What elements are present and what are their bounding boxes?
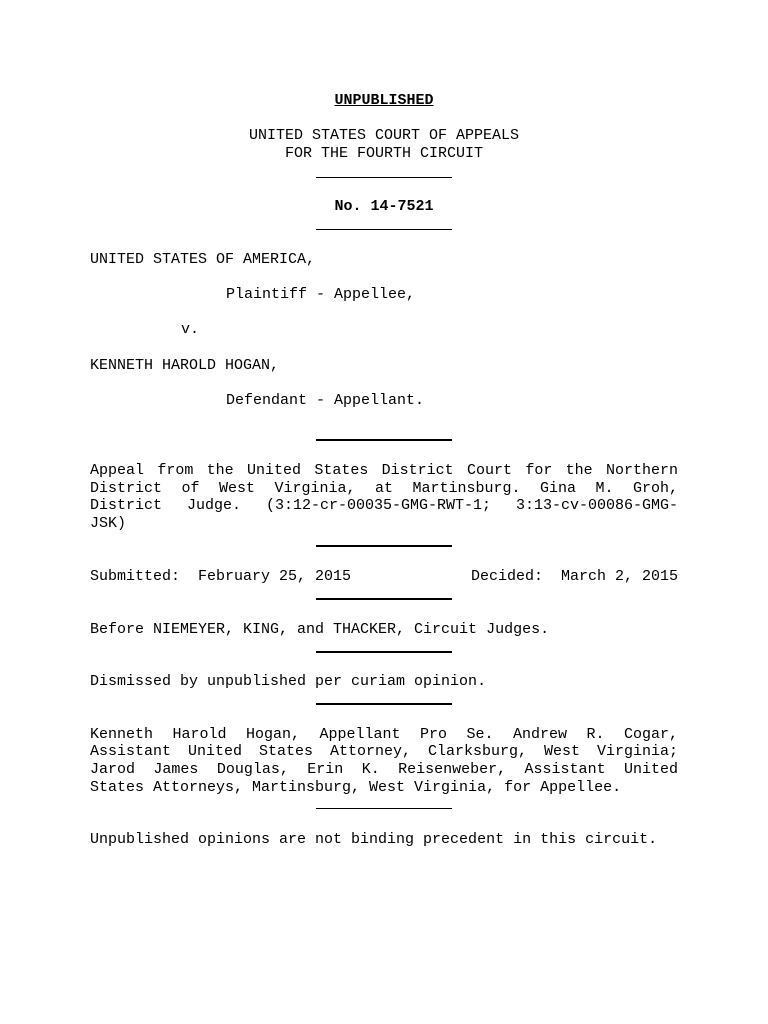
dates-row: [90, 568, 678, 586]
divider-rule: [316, 598, 452, 600]
case-number: No. 14-7521: [334, 198, 434, 215]
counsel-line-4: States Attorneys, Martinsburg, West Virginia, for Appellee.: [90, 779, 622, 796]
plaintiff-name: UNITED STATES OF AMERICA,: [90, 251, 316, 268]
divider-rule: [316, 703, 452, 705]
divider-rule: [316, 177, 452, 178]
disposition: Dismissed by unpublished per curiam opinion.: [90, 673, 487, 690]
appeal-line-1: Appeal from the United States District Court for the Northern: [90, 462, 678, 479]
versus: v.: [181, 321, 200, 338]
precedent-note: Unpublished opinions are not binding precedent in this circuit.: [90, 831, 658, 848]
counsel-line-3: Jarod James Douglas, Erin K. Reisenweber, Assistant United: [90, 761, 678, 778]
court-name-line1: UNITED STATES COURT OF APPEALS: [248, 127, 520, 144]
divider-rule: [316, 545, 452, 547]
divider-rule: [316, 651, 452, 653]
appeal-line-2: District of West Virginia, at Martinsburg. Gina M. Groh,: [90, 480, 678, 497]
counsel-line-1: Kenneth Harold Hogan, Appellant Pro Se. Andrew R. Cogar,: [90, 726, 678, 743]
court-name-line2: FOR THE FOURTH CIRCUIT: [284, 145, 484, 162]
defendant-name: KENNETH HAROLD HOGAN,: [90, 357, 280, 374]
divider-rule: [316, 439, 452, 441]
divider-rule: [316, 229, 452, 230]
counsel-line-2: Assistant United States Attorney, Clarksburg, West Virginia;: [90, 743, 678, 760]
panel-judges: Before NIEMEYER, KING, and THACKER, Circuit Judges.: [90, 621, 550, 638]
submitted-date: Submitted: February 25, 2015: [90, 568, 352, 585]
appeal-line-4: JSK): [90, 515, 127, 532]
decided-date: Decided: March 2, 2015: [470, 568, 678, 585]
appeal-line-3: District Judge. (3:12-cr-00035-GMG-RWT-1; 3:13-cv-00086-GMG-: [90, 497, 678, 514]
defendant-role: Defendant - Appellant.: [226, 392, 425, 409]
plaintiff-role: Plaintiff - Appellee,: [226, 286, 416, 303]
unpublished-heading: UNPUBLISHED: [334, 92, 434, 109]
divider-rule: [316, 808, 452, 809]
